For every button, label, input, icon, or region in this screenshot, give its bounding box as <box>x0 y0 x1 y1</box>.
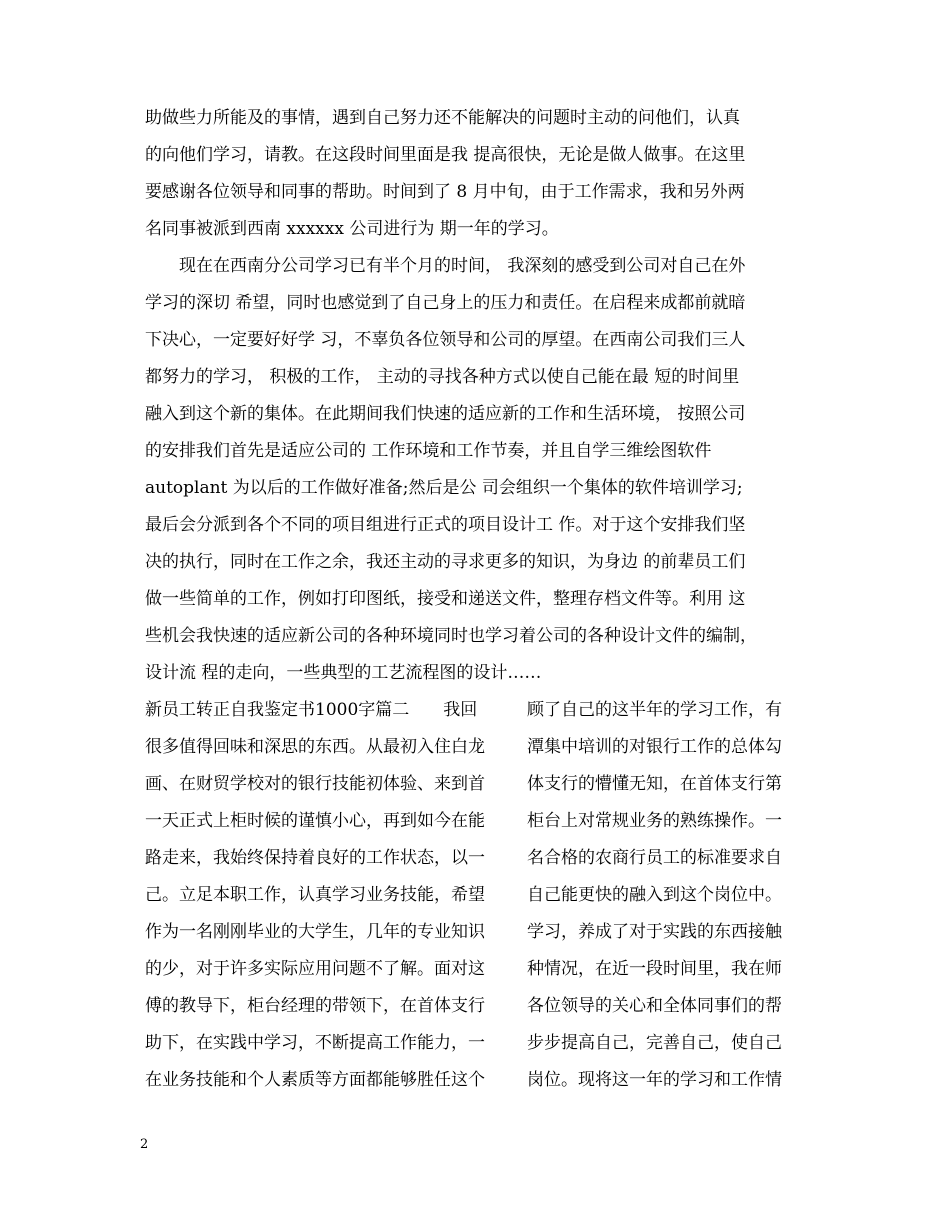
paragraph2-line: 的安排我们首先是适应公司的 工作环境和工作节奏，并且自学三维绘图软件 <box>145 441 712 461</box>
paragraph2-line: autoplant 为以后的工作做好准备;然后是公 司会组织一个集体的软件培训学习; <box>145 478 743 498</box>
paragraph2-line: 设计流 程的走向，一些典型的工艺流程图的设计…… <box>145 663 542 683</box>
section2-row <box>145 698 815 722</box>
paragraph2-line: 学习的深切 希望，同时也感觉到了自己身上的压力和责任。在启程来成都前就暗 <box>145 293 746 313</box>
section2-row <box>145 772 815 796</box>
section2-left-text: 很多值得回味和深思的东西。从最初入住白龙 <box>145 737 485 757</box>
paragraph2-line: 决的执行，同时在工作之余，我还主动的寻求更多的知识，为身边 的前辈员工们 <box>145 552 746 572</box>
paragraph2-line: 都努力的学习， 积极的工作， 主动的寻找各种方式以使自己能在最 短的时间里 <box>145 367 740 387</box>
paragraph1-line: 要感谢各位领导和同事的帮助。时间到了 8 月中旬，由于工作需求，我和另外两 <box>145 182 745 202</box>
section2-row <box>145 1068 815 1092</box>
section2-row <box>145 809 815 833</box>
section2-row <box>145 846 815 870</box>
paragraph2-line: 下决心，一定要好好学 习，不辜负各位领导和公司的厚望。在西南公司我们三人 <box>145 330 746 350</box>
section2-left-text: 作为一名刚刚毕业的大学生，几年的专业知识 <box>145 922 485 942</box>
section2-row <box>145 957 815 981</box>
section2-left-text: 新员工转正自我鉴定书1000字篇二 我回 <box>145 700 478 720</box>
paragraph1-line: 助做些力所能及的事情，遇到自己努力还不能解决的问题时主动的问他们，认真 <box>145 108 740 128</box>
section2-right-text: 潭集中培训的对银行工作的总体勾 <box>527 737 782 757</box>
paragraph2-line: 最后会分派到各个不同的项目组进行正式的项目设计工 作。对于这个安排我们坚 <box>145 515 746 535</box>
page-number: 2 <box>140 1137 149 1152</box>
section2-row <box>145 1031 815 1055</box>
section2-right-text: 柜台上对常规业务的熟练操作。一 <box>527 811 782 831</box>
section2-right-text: 体支行的懵懂无知，在首体支行第 <box>527 774 782 794</box>
section2-right-text: 自己能更快的融入到这个岗位中。 <box>527 885 782 905</box>
section2-right-text: 顾了自己的这半年的学习工作，有 <box>527 700 782 720</box>
section2-right-text: 种情况，在近一段时间里，我在师 <box>527 959 782 979</box>
section2-row <box>145 735 815 759</box>
section2-left-text: 一天正式上柜时候的谨慎小心，再到如今在能 <box>145 811 485 831</box>
section2-right-text: 步步提高自己，完善自己，使自己 <box>527 1033 782 1053</box>
section2-left-text: 助下，在实践中学习，不断提高工作能力，一 <box>145 1033 485 1053</box>
section2-right-text: 岗位。现将这一年的学习和工作情 <box>527 1070 782 1090</box>
section2-right-text: 各位领导的关心和全体同事们的帮 <box>527 996 782 1016</box>
section2-left-text: 路走来，我始终保持着良好的工作状态，以一 <box>145 848 485 868</box>
section2-row <box>145 883 815 907</box>
section2-row <box>145 920 815 944</box>
section2-right-text: 名合格的农商行员工的标准要求自 <box>527 848 782 868</box>
section2-left-text: 在业务技能和个人素质等方面都能够胜任这个 <box>145 1070 485 1090</box>
section2-left-text: 的少，对于许多实际应用问题不了解。面对这 <box>145 959 485 979</box>
section2-left-text: 己。立足本职工作，认真学习业务技能，希望 <box>145 885 485 905</box>
paragraph2-line: 融入到这个新的集体。在此期间我们快速的适应新的工作和生活环境， 按照公司 <box>145 404 746 424</box>
section2-row <box>145 994 815 1018</box>
paragraph2-line: 现在在西南分公司学习已有半个月的时间， 我深刻的感受到公司对自己在外 <box>145 256 746 276</box>
section2-right-text: 学习，养成了对于实践的东西接触 <box>527 922 782 942</box>
paragraph2-line: 做一些简单的工作，例如打印图纸，接受和递送文件，整理存档文件等。利用 这 <box>145 589 746 609</box>
paragraph1-line: 的向他们学习，请教。在这段时间里面是我 提高很快，无论是做人做事。在这里 <box>145 145 746 165</box>
section2-left-text: 画、在财贸学校对的银行技能初体验、来到首 <box>145 774 485 794</box>
paragraph1-line: 名同事被派到西南 xxxxxx 公司进行为 期一年的学习。 <box>145 219 559 239</box>
paragraph2-line: 些机会我快速的适应新公司的各种环境同时也学习着公司的各种设计文件的编制， <box>145 626 757 646</box>
section2-left-text: 傅的教导下，柜台经理的带领下，在首体支行 <box>145 996 485 1016</box>
